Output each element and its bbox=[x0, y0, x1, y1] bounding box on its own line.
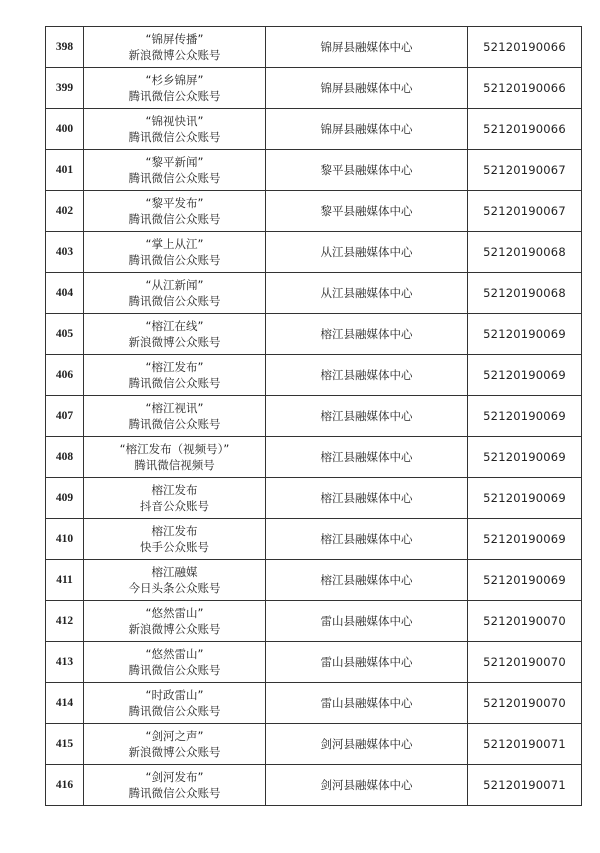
account-platform: 抖音公众账号 bbox=[140, 499, 209, 513]
organization-cell: 黎平县融媒体中心 bbox=[266, 150, 468, 191]
account-name: “从江新闻” bbox=[145, 278, 204, 292]
organization-cell: 榕江县融媒体中心 bbox=[266, 519, 468, 560]
account-platform: 腾讯微信公众账号 bbox=[128, 89, 221, 103]
table-row bbox=[46, 396, 582, 437]
row-number-cell: 413 bbox=[46, 642, 84, 683]
license-code-cell: 52120190069 bbox=[468, 560, 582, 601]
table-row bbox=[46, 478, 582, 519]
table-row bbox=[46, 191, 582, 232]
account-name: “榕江在线” bbox=[145, 319, 204, 333]
account-name: “榕江视讯” bbox=[145, 401, 204, 415]
account-name-cell bbox=[84, 683, 266, 724]
account-platform: 腾讯微信公众账号 bbox=[128, 294, 221, 308]
account-name: “杉乡锦屏” bbox=[145, 73, 204, 87]
row-number-cell: 406 bbox=[46, 355, 84, 396]
account-name-cell bbox=[84, 724, 266, 765]
row-number-cell: 414 bbox=[46, 683, 84, 724]
organization-cell: 榕江县融媒体中心 bbox=[266, 355, 468, 396]
account-name-cell bbox=[84, 27, 266, 68]
account-platform: 今日头条公众账号 bbox=[128, 581, 221, 595]
account-platform: 腾讯微信公众账号 bbox=[128, 171, 221, 185]
organization-cell: 从江县融媒体中心 bbox=[266, 273, 468, 314]
license-code-cell: 52120190068 bbox=[468, 232, 582, 273]
account-name: “榕江发布（视频号）” bbox=[119, 442, 230, 456]
organization-cell: 榕江县融媒体中心 bbox=[266, 560, 468, 601]
license-code-cell: 52120190067 bbox=[468, 191, 582, 232]
license-code-cell: 52120190069 bbox=[468, 478, 582, 519]
table-row bbox=[46, 150, 582, 191]
account-name: “掌上从江” bbox=[145, 237, 204, 251]
account-name-cell bbox=[84, 560, 266, 601]
table-row bbox=[46, 273, 582, 314]
license-code-cell: 52120190069 bbox=[468, 396, 582, 437]
license-code-cell: 52120190070 bbox=[468, 683, 582, 724]
table-row bbox=[46, 355, 582, 396]
row-number-cell: 400 bbox=[46, 109, 84, 150]
registry-table bbox=[45, 26, 582, 806]
organization-cell: 锦屏县融媒体中心 bbox=[266, 27, 468, 68]
account-name: “锦视快讯” bbox=[145, 114, 204, 128]
organization-cell: 榕江县融媒体中心 bbox=[266, 314, 468, 355]
account-name: “悠然雷山” bbox=[145, 606, 204, 620]
row-number-cell: 411 bbox=[46, 560, 84, 601]
row-number-cell: 402 bbox=[46, 191, 84, 232]
organization-cell: 剑河县融媒体中心 bbox=[266, 724, 468, 765]
row-number-cell: 404 bbox=[46, 273, 84, 314]
account-name: “锦屏传播” bbox=[145, 32, 204, 46]
account-name: “剑河发布” bbox=[145, 770, 204, 784]
license-code-cell: 52120190071 bbox=[468, 765, 582, 806]
table-row bbox=[46, 683, 582, 724]
table-row bbox=[46, 765, 582, 806]
license-code-cell: 52120190069 bbox=[468, 437, 582, 478]
account-name-cell bbox=[84, 478, 266, 519]
organization-cell: 黎平县融媒体中心 bbox=[266, 191, 468, 232]
registry-table-body bbox=[46, 27, 582, 806]
license-code-cell: 52120190071 bbox=[468, 724, 582, 765]
row-number-cell: 416 bbox=[46, 765, 84, 806]
organization-cell: 榕江县融媒体中心 bbox=[266, 437, 468, 478]
account-platform: 腾讯微信公众账号 bbox=[128, 130, 221, 144]
account-name-cell bbox=[84, 601, 266, 642]
row-number-cell: 407 bbox=[46, 396, 84, 437]
license-code-cell: 52120190069 bbox=[468, 314, 582, 355]
table-row bbox=[46, 437, 582, 478]
account-name: 榕江融媒 bbox=[151, 565, 198, 579]
account-name-cell bbox=[84, 396, 266, 437]
account-platform: 腾讯微信公众账号 bbox=[128, 786, 221, 800]
account-name-cell bbox=[84, 355, 266, 396]
account-name-cell bbox=[84, 437, 266, 478]
account-platform: 新浪微博公众账号 bbox=[128, 335, 221, 349]
account-name-cell bbox=[84, 519, 266, 560]
organization-cell: 锦屏县融媒体中心 bbox=[266, 109, 468, 150]
license-code-cell: 52120190066 bbox=[468, 27, 582, 68]
organization-cell: 榕江县融媒体中心 bbox=[266, 478, 468, 519]
table-row bbox=[46, 314, 582, 355]
account-name: “剑河之声” bbox=[145, 729, 204, 743]
row-number-cell: 401 bbox=[46, 150, 84, 191]
organization-cell: 雷山县融媒体中心 bbox=[266, 601, 468, 642]
account-platform: 腾讯微信公众账号 bbox=[128, 417, 221, 431]
license-code-cell: 52120190069 bbox=[468, 355, 582, 396]
row-number-cell: 398 bbox=[46, 27, 84, 68]
row-number-cell: 409 bbox=[46, 478, 84, 519]
account-platform: 腾讯微信公众账号 bbox=[128, 212, 221, 226]
row-number-cell: 412 bbox=[46, 601, 84, 642]
row-number-cell: 403 bbox=[46, 232, 84, 273]
organization-cell: 剑河县融媒体中心 bbox=[266, 765, 468, 806]
account-platform: 快手公众账号 bbox=[140, 540, 209, 554]
account-name: “时政雷山” bbox=[145, 688, 204, 702]
organization-cell: 锦屏县融媒体中心 bbox=[266, 68, 468, 109]
account-name: “悠然雷山” bbox=[145, 647, 204, 661]
table-row bbox=[46, 27, 582, 68]
account-platform: 腾讯微信视频号 bbox=[134, 458, 215, 472]
account-name: 榕江发布 bbox=[151, 524, 198, 538]
account-platform: 新浪微博公众账号 bbox=[128, 622, 221, 636]
license-code-cell: 52120190067 bbox=[468, 150, 582, 191]
account-name-cell bbox=[84, 642, 266, 683]
row-number-cell: 415 bbox=[46, 724, 84, 765]
row-number-cell: 408 bbox=[46, 437, 84, 478]
account-platform: 腾讯微信公众账号 bbox=[128, 663, 221, 677]
table-row bbox=[46, 68, 582, 109]
license-code-cell: 52120190068 bbox=[468, 273, 582, 314]
account-platform: 腾讯微信公众账号 bbox=[128, 704, 221, 718]
table-row bbox=[46, 642, 582, 683]
account-name-cell bbox=[84, 68, 266, 109]
table-row bbox=[46, 232, 582, 273]
account-name: “榕江发布” bbox=[145, 360, 204, 374]
account-name-cell bbox=[84, 232, 266, 273]
account-platform: 腾讯微信公众账号 bbox=[128, 253, 221, 267]
account-name-cell bbox=[84, 109, 266, 150]
organization-cell: 雷山县融媒体中心 bbox=[266, 683, 468, 724]
table-row bbox=[46, 560, 582, 601]
license-code-cell: 52120190070 bbox=[468, 642, 582, 683]
account-platform: 新浪微博公众账号 bbox=[128, 745, 221, 759]
license-code-cell: 52120190069 bbox=[468, 519, 582, 560]
account-name-cell bbox=[84, 191, 266, 232]
account-platform: 新浪微博公众账号 bbox=[128, 48, 221, 62]
table-row bbox=[46, 601, 582, 642]
table-row bbox=[46, 519, 582, 560]
account-platform: 腾讯微信公众账号 bbox=[128, 376, 221, 390]
row-number-cell: 399 bbox=[46, 68, 84, 109]
row-number-cell: 405 bbox=[46, 314, 84, 355]
account-name-cell bbox=[84, 273, 266, 314]
table-row bbox=[46, 724, 582, 765]
account-name: “黎平新闻” bbox=[145, 155, 204, 169]
account-name: “黎平发布” bbox=[145, 196, 204, 210]
license-code-cell: 52120190066 bbox=[468, 68, 582, 109]
table-row bbox=[46, 109, 582, 150]
license-code-cell: 52120190070 bbox=[468, 601, 582, 642]
account-name-cell bbox=[84, 765, 266, 806]
organization-cell: 雷山县融媒体中心 bbox=[266, 642, 468, 683]
organization-cell: 从江县融媒体中心 bbox=[266, 232, 468, 273]
license-code-cell: 52120190066 bbox=[468, 109, 582, 150]
account-name: 榕江发布 bbox=[151, 483, 198, 497]
organization-cell: 榕江县融媒体中心 bbox=[266, 396, 468, 437]
account-name-cell bbox=[84, 314, 266, 355]
account-name-cell bbox=[84, 150, 266, 191]
row-number-cell: 410 bbox=[46, 519, 84, 560]
